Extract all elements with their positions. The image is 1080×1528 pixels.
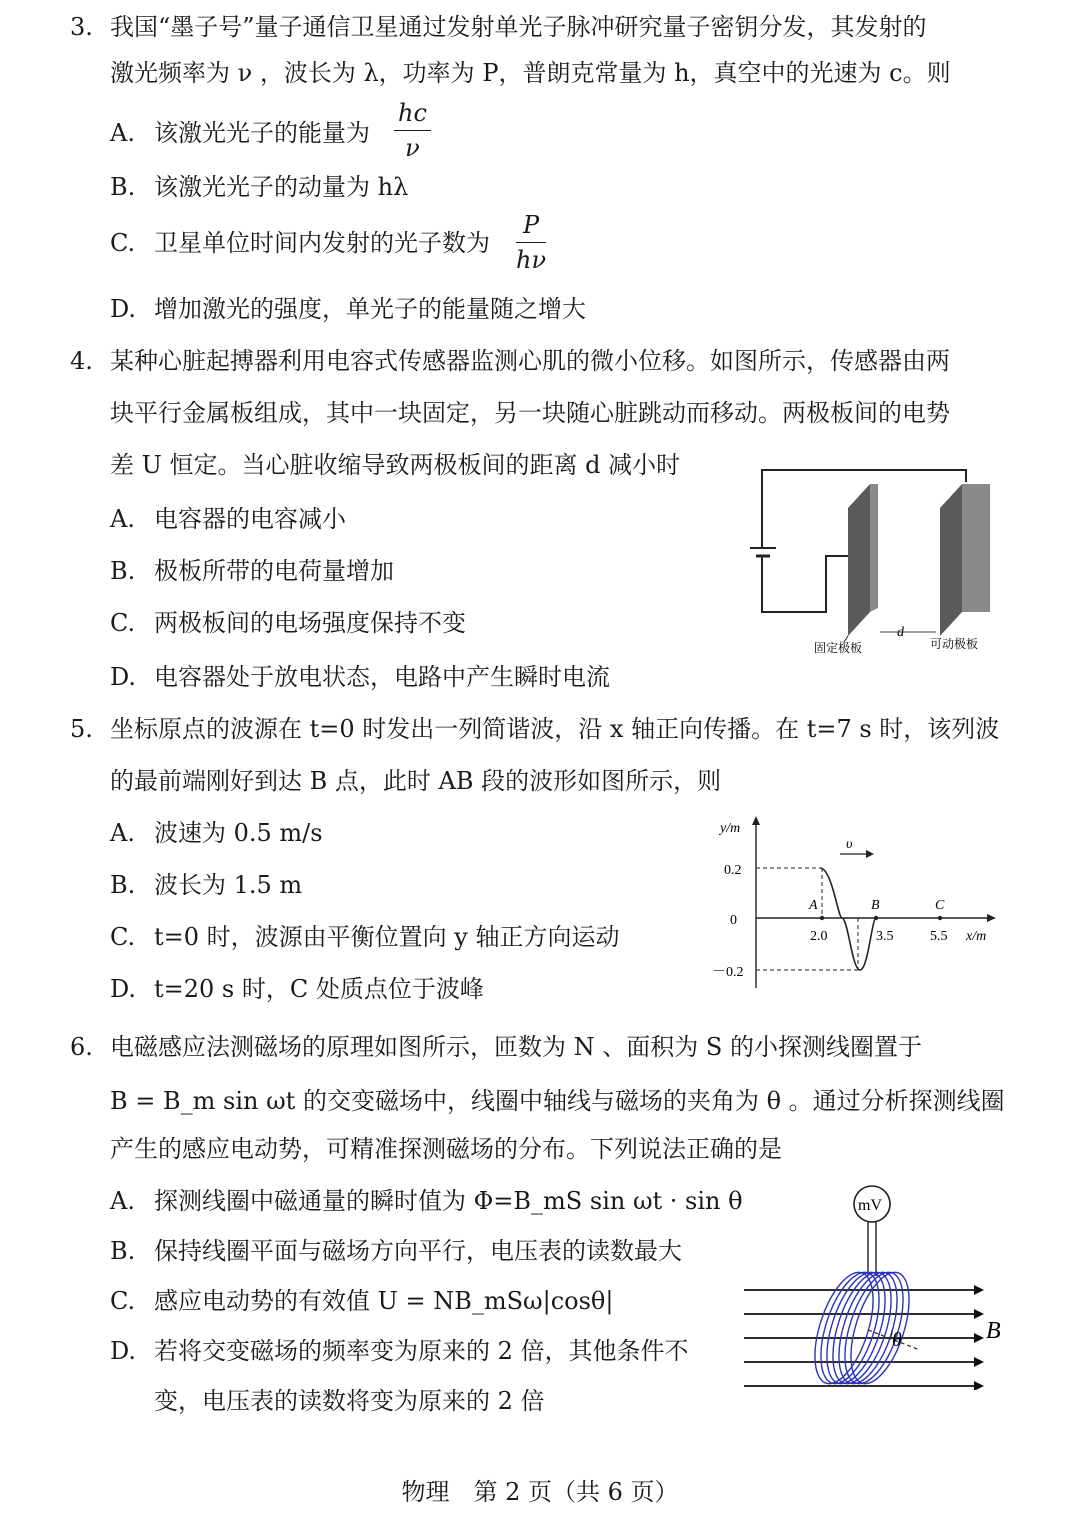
option-label: A. xyxy=(110,505,135,533)
option-text: 波速为 0.5 m/s xyxy=(154,819,323,847)
x-tick-3-5: 3.5 xyxy=(876,929,894,944)
q3-stem-line2: 激光频率为 ν ，波长为 λ，功率为 P，普朗克常量为 h，真空中的光速为 c。则 xyxy=(110,59,951,87)
option-text: t=0 时，波源由平衡位置向 y 轴正方向运动 xyxy=(154,923,620,951)
q3-c-fraction xyxy=(516,208,546,277)
option-label: B. xyxy=(110,557,136,585)
option-label: D. xyxy=(110,295,137,323)
x-axis-arrow xyxy=(987,914,996,922)
option-text: 卫星单位时间内发射的光子数为 xyxy=(154,229,490,257)
moving-plate xyxy=(940,484,962,636)
q3-number: 3. xyxy=(70,13,93,41)
fraction-denominator: ν xyxy=(405,134,420,162)
q5-stem-line1: 坐标原点的波源在 t=0 时发出一列简谐波，沿 x 轴正向传播。在 t=7 s 时，该列波 xyxy=(110,715,1000,743)
option-label: A. xyxy=(110,119,135,147)
page-footer: 物理 第 2 页（共 6 页） xyxy=(401,1478,679,1506)
q3-a-fraction xyxy=(394,96,431,165)
y-axis-label: y/m xyxy=(720,821,741,836)
point-b-label: B xyxy=(871,898,880,913)
coil-diagram xyxy=(740,1180,1020,1390)
option-label: B. xyxy=(110,173,136,201)
q6-stem-line3: 产生的感应电动势，可精准探测磁场的分布。下列说法正确的是 xyxy=(110,1135,782,1163)
q6-option-b xyxy=(110,1234,682,1268)
point-c-label: C xyxy=(935,898,945,913)
option-text: t=20 s 时，C 处质点位于波峰 xyxy=(154,975,484,1003)
option-label: A. xyxy=(110,819,135,847)
option-text: 波长为 1.5 m xyxy=(154,871,303,899)
theta-label: θ xyxy=(892,1329,902,1351)
moving-plate-label: 可动极板 xyxy=(930,637,979,651)
q4-stem-line3: 差 U 恒定。当心脏收缩导致两极板间的距离 d 减小时 xyxy=(110,451,681,479)
probe-coil xyxy=(803,1265,920,1390)
option-label: B. xyxy=(110,1237,136,1265)
option-label: D. xyxy=(110,975,137,1003)
option-text: 该激光光子的能量为 xyxy=(154,119,370,147)
y-tick-bottom: －0.2 xyxy=(712,965,744,980)
q5-option-a xyxy=(110,816,323,850)
q5-number: 5. xyxy=(70,715,93,743)
fraction-denominator: hν xyxy=(516,246,547,274)
q4-option-b xyxy=(110,554,394,588)
x-tick-5-5: 5.5 xyxy=(930,929,948,944)
point-b-dot xyxy=(874,916,878,920)
q4-option-c xyxy=(110,606,466,640)
y-axis-arrow xyxy=(752,816,760,825)
point-a-label: A xyxy=(809,898,818,913)
option-text: 极板所带的电荷量增加 xyxy=(154,557,394,585)
q6-option-d-continuation: 变，电压表的读数将变为原来的 2 倍 xyxy=(154,1387,545,1415)
q3-option-c xyxy=(110,226,490,260)
q6-option-c xyxy=(110,1284,613,1318)
option-text: 两极板间的电场强度保持不变 xyxy=(154,609,466,637)
q3-stem-line1: 我国“墨子号”量子通信卫星通过发射单光子脉冲研究量子密钥分发，其发射的 xyxy=(110,13,927,41)
option-label: C. xyxy=(110,1287,136,1315)
q3-option-a xyxy=(110,116,370,150)
q6-option-d xyxy=(110,1334,689,1368)
option-text: 若将交变磁场的频率变为原来的 2 倍，其他条件不 xyxy=(154,1337,689,1365)
capacitor-diagram xyxy=(740,460,1010,660)
option-text: 保持线圈平面与磁场方向平行，电压表的读数最大 xyxy=(154,1237,682,1265)
q4-stem-line2: 块平行金属板组成，其中一块固定，另一块随心脏跳动而移动。两极板间的电势 xyxy=(110,399,950,427)
field-b-label: B xyxy=(986,1318,1001,1344)
x-axis-label: x/m xyxy=(966,929,987,944)
q6-number: 6. xyxy=(70,1033,93,1061)
option-label: A. xyxy=(110,1187,135,1215)
option-text: 该激光光子的动量为 hλ xyxy=(154,173,409,201)
q4-number: 4. xyxy=(70,347,93,375)
option-label: C. xyxy=(110,229,136,257)
option-text: 电容器的电容减小 xyxy=(154,505,346,533)
point-a-dot xyxy=(820,916,824,920)
waveform xyxy=(820,868,876,970)
option-text: 探测线圈中磁通量的瞬时值为 Φ=B_mS sin ωt · sin θ xyxy=(154,1187,743,1215)
velocity-arrow-head xyxy=(866,850,874,858)
moving-plate-edge xyxy=(962,484,990,612)
q5-option-b xyxy=(110,868,302,902)
circuit-wire-bottom xyxy=(762,556,848,612)
option-label: D. xyxy=(110,1337,137,1365)
y-tick-zero: 0 xyxy=(730,913,737,928)
option-label: C. xyxy=(110,923,136,951)
fixed-plate xyxy=(848,484,870,636)
fixed-plate-label: 固定极板 xyxy=(814,641,863,655)
option-label: D. xyxy=(110,663,137,691)
point-c-dot xyxy=(938,916,942,920)
fixed-plate-edge xyxy=(870,484,878,612)
q6-stem-line1: 电磁感应法测磁场的原理如图所示，匝数为 N 、面积为 S 的小探测线圈置于 xyxy=(110,1033,922,1061)
y-tick-top: 0.2 xyxy=(724,863,742,878)
x-tick-2: 2.0 xyxy=(810,929,828,944)
q4-option-a xyxy=(110,502,346,536)
q4-stem-line1: 某种心脏起搏器利用电容式传感器监测心肌的微小位移。如图所示，传感器由两 xyxy=(110,347,950,375)
q5-option-d xyxy=(110,972,484,1006)
option-text: 电容器处于放电状态，电路中产生瞬时电流 xyxy=(154,663,610,691)
option-label: C. xyxy=(110,609,136,637)
meter-label: mV xyxy=(858,1197,882,1214)
q3-option-d xyxy=(110,292,586,326)
q5-stem-line2: 的最前端刚好到达 B 点，此时 AB 段的波形如图所示，则 xyxy=(110,767,722,795)
fraction-numerator: P xyxy=(516,208,546,243)
wave-graph xyxy=(700,812,1000,992)
q3-option-b xyxy=(110,170,408,204)
option-label: B. xyxy=(110,871,136,899)
option-text: 感应电动势的有效值 U = NB_mSω|cosθ| xyxy=(154,1287,614,1315)
fraction-numerator: hc xyxy=(394,96,431,131)
q6-stem-line2: B = B_m sin ωt 的交变磁场中，线圈中轴线与磁场的夹角为 θ 。通过分析探测线圈 xyxy=(110,1087,1005,1115)
q6-option-a xyxy=(110,1184,743,1218)
q4-option-d xyxy=(110,660,610,694)
velocity-label: υ xyxy=(846,837,853,852)
q5-option-c xyxy=(110,920,619,954)
option-text: 增加激光的强度，单光子的能量随之增大 xyxy=(154,295,586,323)
distance-label: d xyxy=(897,625,904,640)
